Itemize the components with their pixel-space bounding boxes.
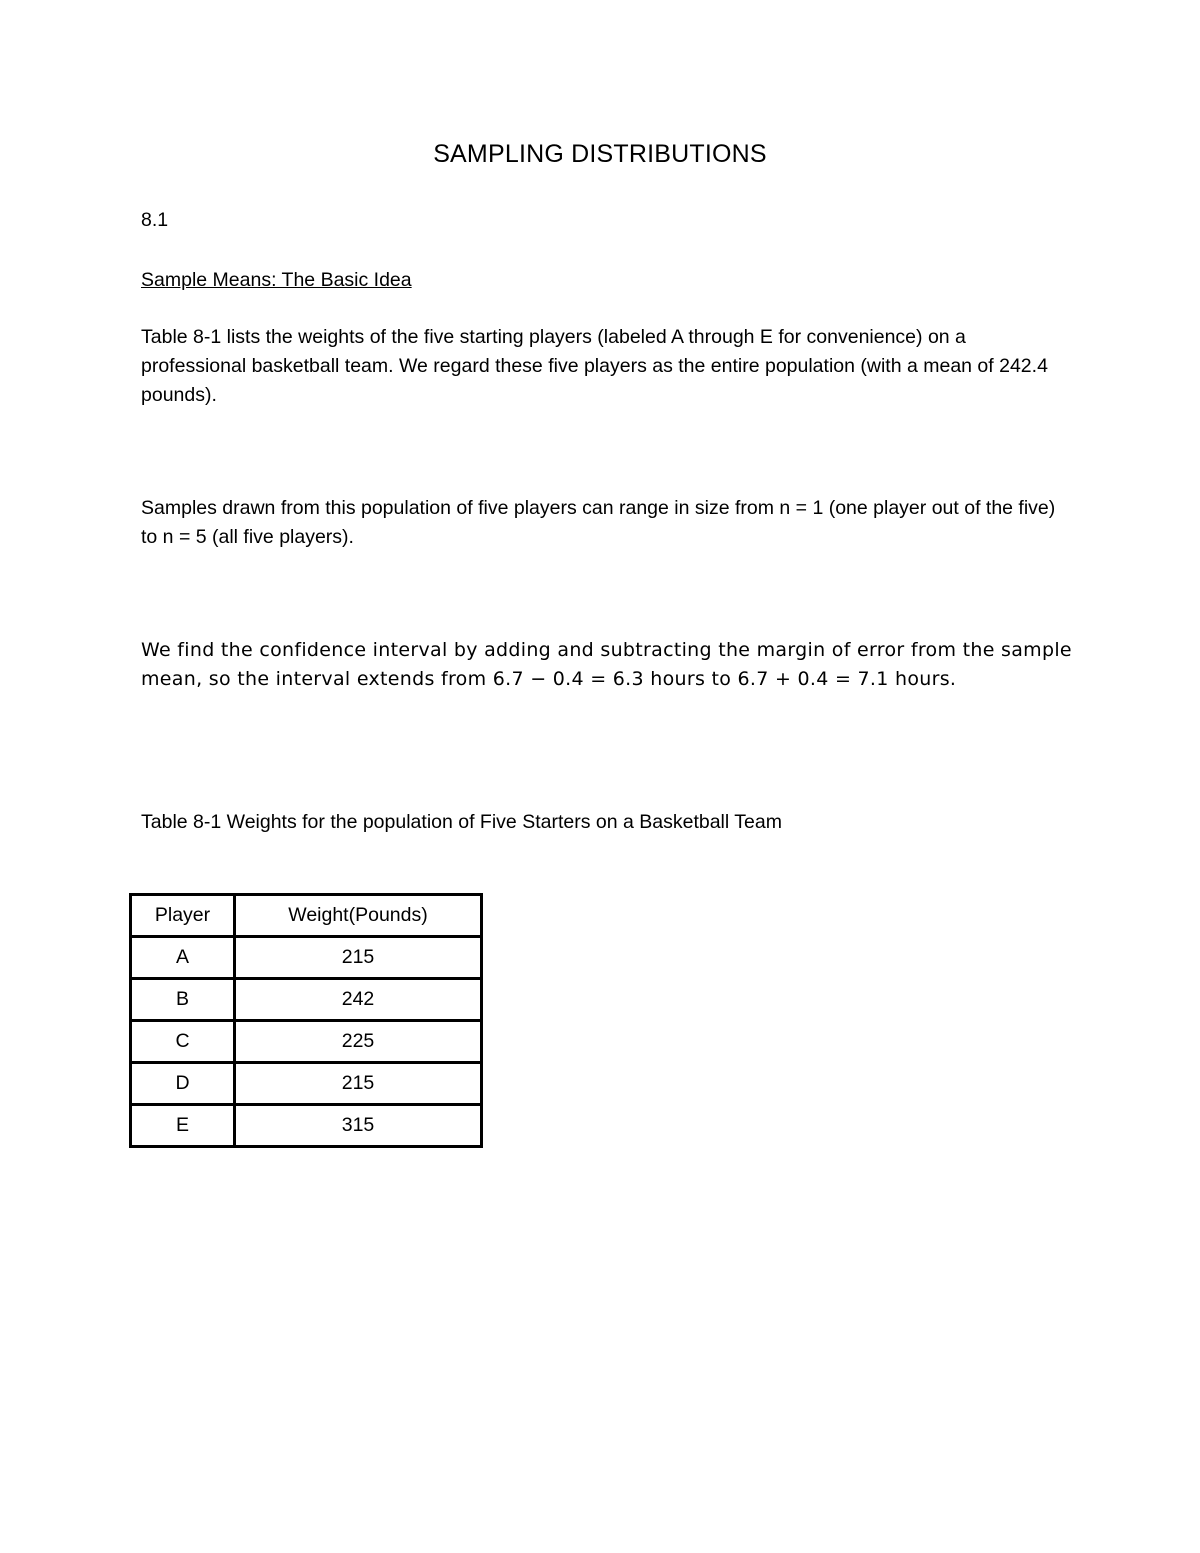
- table-header-row: [131, 895, 482, 937]
- table-caption: Table 8-1 Weights for the population of Five Starters on a Basketball Team: [141, 811, 782, 833]
- weight-cell: 315: [235, 1105, 482, 1147]
- paragraph-sample-size: Samples drawn from this population of five players can range in size from n = 1 (one player out of the five) to n = 5 (all five players).: [141, 497, 1056, 548]
- page-title: SAMPLING DISTRIBUTIONS: [433, 140, 767, 168]
- weight-cell: 242: [235, 979, 482, 1021]
- table-row: [131, 979, 482, 1021]
- player-cell: C: [131, 1021, 235, 1063]
- weight-cell: 215: [235, 937, 482, 979]
- section-heading: Sample Means: The Basic Idea: [141, 269, 412, 291]
- player-cell: B: [131, 979, 235, 1021]
- player-cell: E: [131, 1105, 235, 1147]
- table-row: [131, 1063, 482, 1105]
- weights-table: [129, 893, 483, 1148]
- player-cell: D: [131, 1063, 235, 1105]
- column-header-weight: Weight(Pounds): [235, 895, 482, 937]
- weight-cell: 225: [235, 1021, 482, 1063]
- section-number: 8.1: [141, 209, 169, 231]
- paragraph-population: Table 8-1 lists the weights of the five starting players (labeled A through E for convenience) on a professional basketball team. We regard these five players as the entire population (with a mean of 242.4 pounds).: [141, 326, 1048, 406]
- paragraph-confidence-interval: We find the confidence interval by adding and subtracting the margin of error from the sample mean, so the interval extends from 6.7 − 0.4 = 6.3 hours to 6.7 + 0.4 = 7.1 hours.: [141, 639, 1072, 690]
- column-header-player: Player: [131, 895, 235, 937]
- player-cell: A: [131, 937, 235, 979]
- table-row: [131, 1105, 482, 1147]
- weight-cell: 215: [235, 1063, 482, 1105]
- table-row: [131, 937, 482, 979]
- table-row: [131, 1021, 482, 1063]
